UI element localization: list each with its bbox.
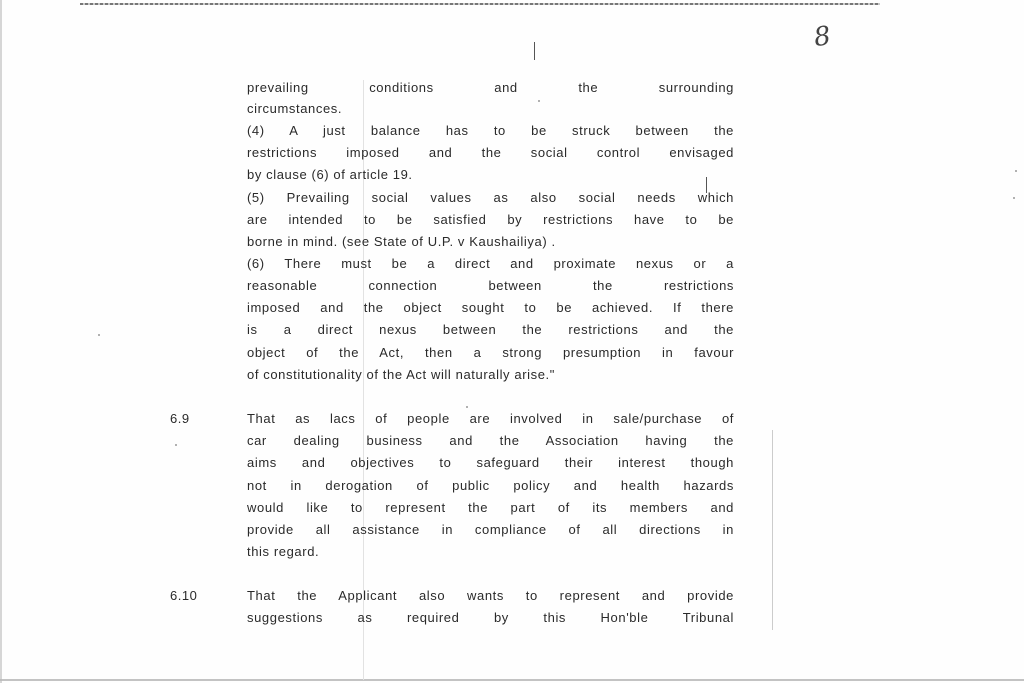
- scan-speck: [1013, 197, 1015, 199]
- text-line: reasonable connection between the restrictions: [247, 278, 734, 293]
- paragraph-number: 6.9: [170, 411, 190, 426]
- text-line: suggestions as required by this Hon'ble Tribunal: [247, 610, 734, 625]
- paragraph-number: 6.10: [170, 588, 198, 603]
- text-line: by clause (6) of article 19.: [247, 167, 413, 182]
- text-line: would like to represent the part of its members and: [247, 500, 734, 515]
- text-line: car dealing business and the Association having the: [247, 433, 734, 448]
- text-line: aims and objectives to safeguard their interest though: [247, 455, 734, 470]
- scan-artifact-line: [772, 430, 773, 630]
- text-line: this regard.: [247, 544, 320, 559]
- scan-artifact-mark: [534, 42, 535, 60]
- text-line: prevailing conditions and the surrounding: [247, 80, 734, 95]
- text-line: circumstances.: [247, 101, 343, 116]
- text-line: not in derogation of public policy and health hazards: [247, 478, 734, 493]
- scan-left-edge: [0, 0, 2, 683]
- text-line: of constitutionality of the Act will naturally arise.": [247, 367, 555, 382]
- scan-top-border: [80, 3, 880, 5]
- text-line: are intended to be satisfied by restrictions have to be: [247, 212, 734, 227]
- text-line: provide all assistance in compliance of all directions in: [247, 522, 734, 537]
- text-line: (5) Prevailing social values as also social needs which: [247, 190, 734, 205]
- text-line: restrictions imposed and the social control envisaged: [247, 145, 734, 160]
- text-line: object of the Act, then a strong presumption in favour: [247, 345, 734, 360]
- scan-speck: [466, 406, 468, 408]
- text-line: is a direct nexus between the restrictions and the: [247, 322, 734, 337]
- text-line: imposed and the object sought to be achieved. If there: [247, 300, 734, 315]
- scan-bottom-border: [0, 679, 1024, 681]
- text-line: (6) There must be a direct and proximate nexus or a: [247, 256, 734, 271]
- text-line: (4) A just balance has to be struck between the: [247, 123, 734, 138]
- handwritten-page-number: 8: [811, 20, 833, 54]
- text-line: That the Applicant also wants to represent and provide: [247, 588, 734, 603]
- scan-speck: [98, 334, 100, 336]
- scan-speck: [1015, 170, 1017, 172]
- text-line: That as lacs of people are involved in sale/purchase of: [247, 411, 734, 426]
- text-line: borne in mind. (see State of U.P. v Kaushailiya) .: [247, 234, 556, 249]
- scan-speck: [175, 444, 177, 446]
